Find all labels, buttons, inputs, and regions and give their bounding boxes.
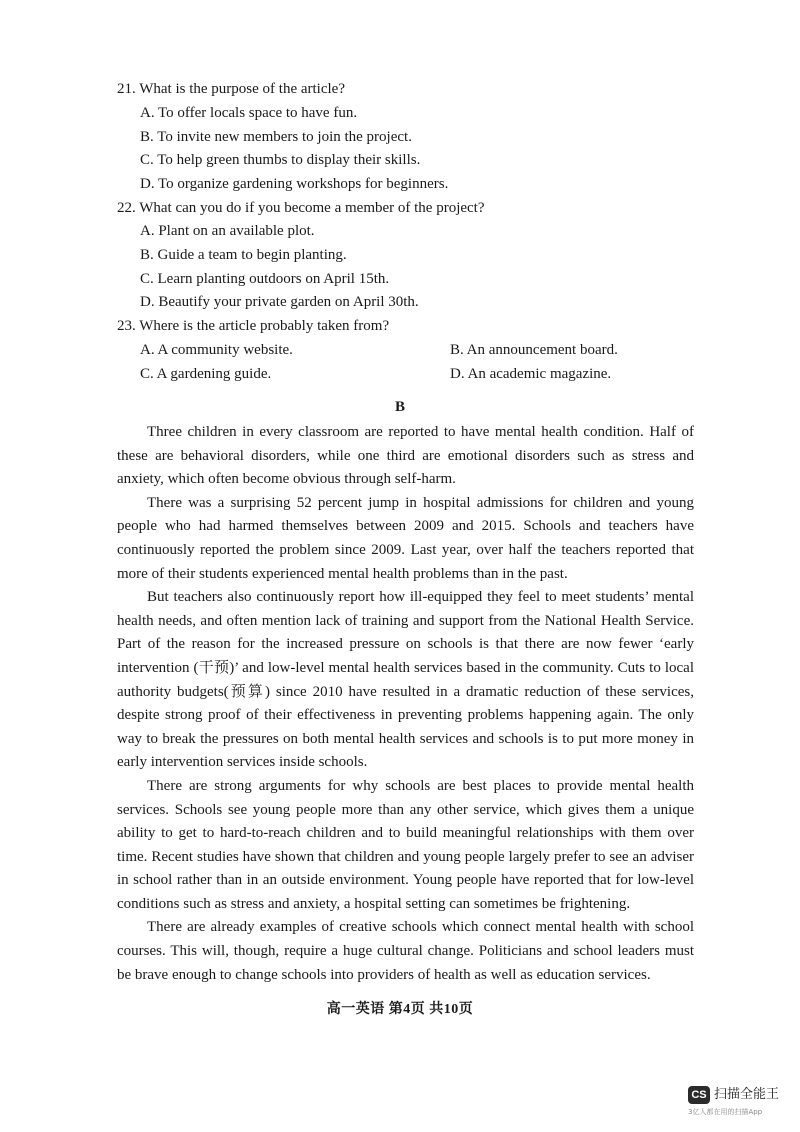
question-21-option-d: D. To organize gardening workshops for beginners. <box>140 176 449 192</box>
question-22-stem: 22. What can you do if you become a member of the project? <box>117 200 485 216</box>
watermark-tagline: 3亿人都在用的扫描App <box>688 1108 763 1116</box>
passage-b <box>117 421 694 987</box>
question-23-option-a: A. A community website. <box>140 342 293 358</box>
question-23-option-b: B. An announcement board. <box>450 342 618 358</box>
question-22-option-b: B. Guide a team to begin planting. <box>140 247 347 263</box>
paragraph-4: There are strong arguments for why schools are best places to provide mental health services. Schools see young people more than any other service, which gives them a unique ability to get to hard-to-reach children and to build meaningful relationships with them over time. Recent studies have shown that children and young people largely prefer to see an adviser in school rather than in an outside environment. Young people have reported that for low-level conditions such as stress and anxiety, a hospital setting can sometimes be frightening. <box>117 777 694 912</box>
section-heading: B <box>394 399 405 415</box>
paragraph-3: But teachers also continuously report how ill-equipped they feel to meet students’ mental health needs, and often mention lack of training and support from the National Health Service. Part of the reason for the increased pressure on schools is that there are now fewer ‘early intervention (干预)’ and low-level mental health services based in the community. Cuts to local authority budgets(预算) since 2010 have resulted in a dramatic reduction of these services, despite strong proof of their effectiveness in preventing problems happening again. The only way to break the pressures on both mental health services and schools is to put more money in early intervention services inside schools. <box>117 589 694 771</box>
watermark-app-name: 扫描全能王 <box>714 1087 780 1102</box>
question-21-option-a: A. To offer locals space to have fun. <box>140 105 358 121</box>
question-22-option-c: C. Learn planting outdoors on April 15th. <box>140 271 390 287</box>
question-23-option-c: C. A gardening guide. <box>140 366 272 382</box>
page-footer: 高一英语 第4页 共10页 <box>326 1002 474 1017</box>
question-21-option-b: B. To invite new members to join the project. <box>140 129 412 145</box>
question-22-option-a: A. Plant on an available plot. <box>140 223 315 239</box>
question-22-option-d: D. Beautify your private garden on April 30th. <box>140 294 419 310</box>
question-23-option-d: D. An academic magazine. <box>450 366 612 382</box>
paragraph-1: Three children in every classroom are reported to have mental health condition. Half of these are behavioral disorders, while one third are emotional disorders such as stress and anxiety, which often become obvious through self-harm. <box>117 424 694 488</box>
question-21-stem: 21. What is the purpose of the article? <box>117 81 345 97</box>
paragraph-5: There are already examples of creative schools which connect mental health with school courses. This will, though, require a huge cultural change. Politicians and school leaders must be brave enough to change schools into providers of health as well as education services. <box>117 919 694 983</box>
paragraph-2: There was a surprising 52 percent jump in hospital admissions for children and young people who had harmed themselves between 2009 and 2015. Schools and teachers have continuously reported the problem since 2009. Last year, over half the teachers reported that more of their students experienced mental health problems than in the past. <box>117 494 694 582</box>
question-21-option-c: C. To help green thumbs to display their skills. <box>140 152 421 168</box>
camscanner-logo-icon: CS <box>688 1086 710 1104</box>
question-23-stem: 23. Where is the article probably taken from? <box>117 318 390 334</box>
